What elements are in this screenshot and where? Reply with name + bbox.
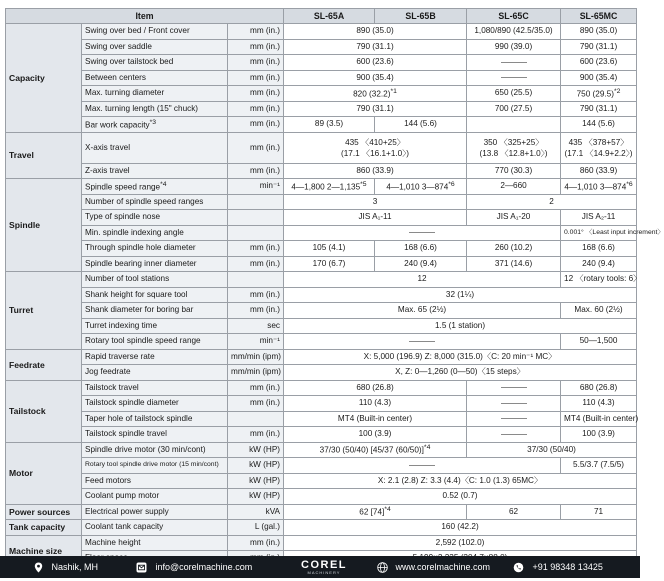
group-tank: Tank capacity: [6, 520, 82, 536]
value-c-empty: [467, 117, 561, 133]
value-mc: 890 (35.0): [561, 24, 637, 40]
row-unit: mm (in.): [228, 117, 284, 133]
row-unit: mm (in.): [228, 101, 284, 117]
value-ab: 890 (35.0): [284, 24, 467, 40]
value-abc-empty: [284, 225, 561, 241]
contact-footer: [0, 556, 640, 578]
table-row: [6, 24, 637, 40]
value-b: 144 (5.6): [375, 117, 467, 133]
row-label: Number of spindle speed ranges: [82, 194, 228, 210]
table-row: [6, 473, 637, 489]
value-mc: 900 (35.4): [561, 70, 637, 86]
row-label: Tailstock travel: [82, 380, 228, 396]
value-text: 62 [74]: [359, 508, 385, 518]
label-text: Spindle speed range: [85, 182, 161, 192]
value-c: 1,080/890 (42.5/35.0): [467, 24, 561, 40]
value-b: 168 (6.6): [375, 241, 467, 257]
value-c: 371 (14.6): [467, 256, 561, 272]
not-applicable-dash: [409, 232, 435, 233]
group-capacity: Capacity: [6, 24, 82, 133]
value-line-1: 435 〈378+57〉: [568, 137, 629, 147]
not-applicable-dash: [501, 434, 527, 435]
row-unit: sec: [228, 318, 284, 334]
row-label: Z-axis travel: [82, 163, 228, 179]
group-feedrate: Feedrate: [6, 349, 82, 380]
row-unit: mm (in.): [228, 24, 284, 40]
row-label: Shank diameter for boring bar: [82, 303, 228, 319]
value-b: [375, 179, 467, 195]
table-row: [6, 334, 637, 350]
value-ab: JIS A₁-11: [284, 210, 467, 226]
value-c: 2—660: [467, 179, 561, 195]
table-row: [6, 256, 637, 272]
value-all: 0.52 (0.7): [284, 489, 637, 505]
value-c: 650 (25.5): [467, 86, 561, 102]
value-line-2: (17.1 〈16.1+1.0〉): [340, 148, 410, 158]
value-a: 105 (4.1): [284, 241, 375, 257]
value-a: [284, 179, 375, 195]
row-label: Spindle drive motor (30 min/cont): [82, 442, 228, 458]
value-mc: MT4 (Built-in center): [561, 411, 637, 427]
row-label: Coolant tank capacity: [82, 520, 228, 536]
value-c: [467, 132, 561, 163]
email-icon: [136, 562, 147, 573]
value-ab: 790 (31.1): [284, 39, 467, 55]
row-unit: kW (HP): [228, 473, 284, 489]
row-unit: L (gal.): [228, 520, 284, 536]
value-mc: 680 (26.8): [561, 380, 637, 396]
value-mc: 790 (31.1): [561, 39, 637, 55]
table-row: [6, 241, 637, 257]
row-unit: mm (in.): [228, 132, 284, 163]
row-label: Coolant pump motor: [82, 489, 228, 505]
row-unit: mm (in.): [228, 303, 284, 319]
row-label: Tailstock spindle diameter: [82, 396, 228, 412]
row-unit: [228, 272, 284, 288]
table-row: [6, 194, 637, 210]
row-label: [82, 117, 228, 133]
website-link[interactable]: www.corelmachine.com: [395, 562, 491, 572]
value-all: X, Z: 0—1,260 (0—50)〈15 steps〉: [284, 365, 637, 381]
row-unit: mm (in.): [228, 380, 284, 396]
value-c: 770 (30.3): [467, 163, 561, 179]
location-pin-icon: [34, 562, 43, 573]
table-row: [6, 101, 637, 117]
phone-number[interactable]: +91 98348 13425: [532, 562, 603, 572]
value-mc: 110 (4.3): [561, 396, 637, 412]
value-c-empty: [467, 70, 561, 86]
value-ab: 900 (35.4): [284, 70, 467, 86]
value-mc: 100 (3.9): [561, 427, 637, 443]
row-label: Spindle bearing inner diameter: [82, 256, 228, 272]
table-row: [6, 225, 637, 241]
value-mc: 144 (5.6): [561, 117, 637, 133]
footnote-mark: *4: [423, 444, 431, 452]
value-a: 170 (6.7): [284, 256, 375, 272]
value-c: 990 (39.0): [467, 39, 561, 55]
value-a: 89 (3.5): [284, 117, 375, 133]
row-unit: [228, 194, 284, 210]
row-label: Number of tool stations: [82, 272, 228, 288]
header-model-b: SL-65B: [375, 9, 467, 24]
table-row: [6, 489, 637, 505]
globe-icon: [377, 562, 388, 573]
table-row: [6, 504, 637, 520]
footer-email[interactable]: [136, 556, 252, 578]
value-mc: 790 (31.1): [561, 101, 637, 117]
value-c-empty: [467, 427, 561, 443]
row-label: Max. turning diameter: [82, 86, 228, 102]
value-ab: 680 (26.8): [284, 380, 467, 396]
footnote-mark: *1: [390, 87, 397, 95]
footer-website[interactable]: [377, 556, 490, 578]
header-model-c: SL-65C: [467, 9, 561, 24]
value-mc: Max. 60 (2½): [561, 303, 637, 319]
row-unit: mm (in.): [228, 396, 284, 412]
value-ab: 860 (33.9): [284, 163, 467, 179]
value-mc: 168 (6.6): [561, 241, 637, 257]
header-item: Item: [6, 9, 284, 24]
value-cmc: 2: [467, 194, 637, 210]
table-row: [6, 70, 637, 86]
value-text: 4—1,010 3—874: [564, 182, 627, 192]
group-spindle: Spindle: [6, 179, 82, 272]
footnote-mark: *6: [448, 180, 455, 188]
value-line-2: (13.8 〈12.8+1.0〉): [479, 148, 548, 158]
value-line-1: 435 〈410+25〉: [345, 137, 405, 147]
table-row: [6, 380, 637, 396]
row-label: Turret indexing time: [82, 318, 228, 334]
row-unit: kW (HP): [228, 442, 284, 458]
table-row: [6, 458, 637, 474]
row-label: Rapid traverse rate: [82, 349, 228, 365]
row-unit: kVA: [228, 504, 284, 520]
group-tailstock: Tailstock: [6, 380, 82, 442]
row-unit: [228, 225, 284, 241]
row-unit: mm/min (ipm): [228, 349, 284, 365]
row-unit: mm (in.): [228, 163, 284, 179]
row-unit: mm (in.): [228, 241, 284, 257]
header-row: [6, 9, 637, 24]
not-applicable-dash: [501, 77, 527, 78]
value-c: 700 (27.5): [467, 101, 561, 117]
value-c-empty: [467, 380, 561, 396]
value-c-empty: [467, 396, 561, 412]
row-unit: mm (in.): [228, 256, 284, 272]
value-c: 62: [467, 504, 561, 520]
value-cmc: 37/30 (50/40): [467, 442, 637, 458]
value-ab: [284, 132, 467, 163]
row-label: Swing over tailstock bed: [82, 55, 228, 71]
header-model-mc: SL-65MC: [561, 9, 637, 24]
value-text: 750 (29.5): [576, 89, 614, 99]
spec-table: [5, 8, 664, 567]
row-label: Tailstock spindle travel: [82, 427, 228, 443]
spec-sheet: [5, 8, 664, 567]
value-ab: 3: [284, 194, 467, 210]
table-row: [6, 117, 637, 133]
row-unit: kW (HP): [228, 489, 284, 505]
value-abc-empty: [284, 334, 561, 350]
group-turret: Turret: [6, 272, 82, 350]
row-unit: mm (in.): [228, 55, 284, 71]
group-motor: Motor: [6, 442, 82, 504]
row-label: Min. spindle indexing angle: [82, 225, 228, 241]
value-mc: 71: [561, 504, 637, 520]
table-row: [6, 365, 637, 381]
table-row: [6, 86, 637, 102]
row-unit: [228, 210, 284, 226]
table-row: [6, 396, 637, 412]
not-applicable-dash: [501, 418, 527, 419]
row-label: Machine height: [82, 535, 228, 551]
value-ab: 600 (23.6): [284, 55, 467, 71]
value-text: 820 (32.2): [353, 89, 391, 99]
table-row: [6, 303, 637, 319]
value-all: 2,592 (102.0): [284, 535, 637, 551]
table-row: [6, 520, 637, 536]
table-row: [6, 411, 637, 427]
table-row: [6, 287, 637, 303]
not-applicable-dash: [409, 465, 435, 466]
value-all: X: 2.1 (2.8) Z: 3.3 (4.4)〈C: 1.0 (1.3) 65MC〉: [284, 473, 637, 489]
footnote-mark: *4: [160, 180, 167, 188]
table-row: [6, 210, 637, 226]
footnote-mark: *6: [626, 180, 633, 188]
value-mc: [561, 86, 637, 102]
not-applicable-dash: [501, 387, 527, 388]
row-label: X-axis travel: [82, 132, 228, 163]
row-label: Swing over saddle: [82, 39, 228, 55]
row-unit: mm/min (ipm): [228, 365, 284, 381]
value-ab: [284, 504, 467, 520]
value-mc: 860 (33.9): [561, 163, 637, 179]
footer-location: [34, 556, 98, 578]
value-all: 32 (1¼): [284, 287, 637, 303]
corel-logo-subtitle: MACHINERY: [307, 570, 341, 575]
row-label: Between centers: [82, 70, 228, 86]
not-applicable-dash: [409, 341, 435, 342]
value-text: 37/30 (50/40) [45/37 (60/50)]: [319, 446, 424, 456]
value-mc: 50—1,500: [561, 334, 637, 350]
row-label: Swing over bed / Front cover: [82, 24, 228, 40]
value-mc: 600 (23.6): [561, 55, 637, 71]
table-row: [6, 427, 637, 443]
row-label: Through spindle hole diameter: [82, 241, 228, 257]
email-link[interactable]: info@corelmachine.com: [155, 562, 253, 572]
row-label: Type of spindle nose: [82, 210, 228, 226]
table-row: [6, 179, 637, 195]
value-ab: 110 (4.3): [284, 396, 467, 412]
row-label: Max. turning length (15" chuck): [82, 101, 228, 117]
whatsapp-phone-icon: [513, 562, 524, 573]
value-b: 240 (9.4): [375, 256, 467, 272]
value-mc: 0.001° 〈Least input increment〉: [561, 225, 637, 241]
row-unit: kW (HP): [228, 458, 284, 474]
value-line-1: 350 〈325+25〉: [483, 137, 544, 147]
footnote-mark: *4: [384, 506, 391, 514]
row-unit: mm (in.): [228, 287, 284, 303]
value-c-empty: [467, 55, 561, 71]
group-travel: Travel: [6, 132, 82, 179]
table-row: [6, 535, 637, 551]
location-text: Nashik, MH: [51, 562, 99, 572]
group-machine: Machine size: [6, 535, 82, 566]
value-all: 1.5 (1 station): [284, 318, 637, 334]
value-all: 160 (42.2): [284, 520, 637, 536]
value-mc: 5.5/3.7 (7.5/5): [561, 458, 637, 474]
label-text: Bar work capacity: [85, 120, 150, 130]
row-unit: mm (in.): [228, 70, 284, 86]
not-applicable-dash: [501, 62, 527, 63]
value-all: X: 5,000 (196.9) Z: 8,000 (315.0)〈C: 20 min⁻¹ MC〉: [284, 349, 637, 365]
footnote-mark: *2: [613, 87, 621, 95]
value-c: 260 (10.2): [467, 241, 561, 257]
row-label: Rotary tool spindle speed range: [82, 334, 228, 350]
table-row: [6, 318, 637, 334]
value-abc: Max. 65 (2½): [284, 303, 561, 319]
row-unit: mm (in.): [228, 427, 284, 443]
row-unit: [228, 411, 284, 427]
value-ab: 790 (31.1): [284, 101, 467, 117]
footnote-mark: *5: [360, 180, 367, 188]
not-applicable-dash: [501, 403, 527, 404]
value-abc: 12: [284, 272, 561, 288]
row-unit: min⁻¹: [228, 179, 284, 195]
value-mc: 12 〈rotary tools: 6〉: [561, 272, 637, 288]
table-row: [6, 349, 637, 365]
row-unit: mm (in.): [228, 535, 284, 551]
group-power: Power sources: [6, 504, 82, 520]
value-c: JIS A₁-20: [467, 210, 561, 226]
value-text: 4—1,010 3—874: [386, 182, 449, 192]
table-row: [6, 163, 637, 179]
row-unit: min⁻¹: [228, 334, 284, 350]
row-unit: mm (in.): [228, 39, 284, 55]
row-label: [82, 179, 228, 195]
value-mc: JIS A₂-11: [561, 210, 637, 226]
value-mc: 240 (9.4): [561, 256, 637, 272]
value-ab: MT4 (Built-in center): [284, 411, 467, 427]
row-unit: mm (in.): [228, 86, 284, 102]
row-label: Shank height for square tool: [82, 287, 228, 303]
table-row: [6, 272, 637, 288]
value-text: 4—1,800 2—1,135: [291, 182, 361, 192]
row-label: Jog feedrate: [82, 365, 228, 381]
header-model-a: SL-65A: [284, 9, 375, 24]
table-row: [6, 442, 637, 458]
value-abc-empty: [284, 458, 561, 474]
value-line-2: (17.1 〈14.9+2.2〉): [564, 148, 633, 158]
table-row: [6, 132, 637, 163]
row-label: Electrical power supply: [82, 504, 228, 520]
value-ab: [284, 86, 467, 102]
table-row: [6, 39, 637, 55]
value-mc: [561, 179, 637, 195]
row-label: Feed motors: [82, 473, 228, 489]
footnote-mark: *3: [149, 118, 157, 126]
corel-logo: COREL: [301, 559, 347, 571]
value-ab: [284, 442, 467, 458]
row-label: Taper hole of tailstock spindle: [82, 411, 228, 427]
value-ab: 100 (3.9): [284, 427, 467, 443]
value-c-empty: [467, 411, 561, 427]
footer-phone[interactable]: [513, 556, 603, 578]
table-row: [6, 55, 637, 71]
row-label: Rotary tool spindle drive motor (15 min/cont): [82, 458, 228, 474]
value-mc: [561, 132, 637, 163]
